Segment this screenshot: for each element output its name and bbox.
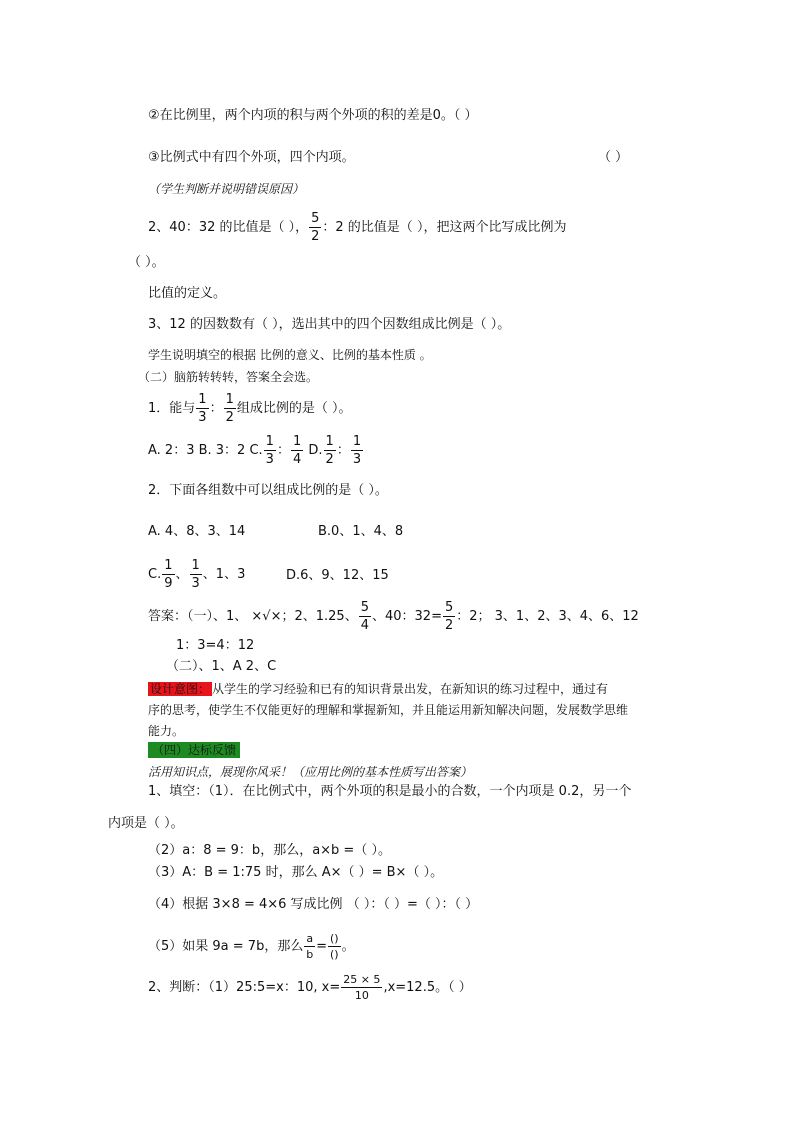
option-a: A. 4、8、3、14 (148, 524, 246, 539)
question-3: 3、12 的因数数有（ ），选出其中的四个因数组成比例是（ ）。 (148, 317, 511, 332)
question-2-line (148, 210, 566, 246)
fill-in-1-continued: 内项是（ ）。 (108, 816, 184, 831)
judge-question-1: 2、判断：（1）25:5=x：10, x= $\frac{25 \times 5}{10}$ ,x=12.5。（ ） (148, 973, 472, 1002)
fill-in-3: （3）A：B = 1:75 时，那么 A×（ ）= B×（ ）。 (148, 865, 444, 880)
design-intent-line-2: 序的思考，使学生不仅能更好的理解和掌握新知，并且能运用新知解决问题，发展数学思维 (148, 703, 629, 717)
fraction-1-2: $\frac{1}{2}$ (225, 392, 234, 425)
section-4-heading-wrap (148, 742, 240, 758)
fraction-1-3: $\frac{1}{3}$ (191, 558, 200, 591)
section-2-heading: （二）脑筋转转转，答案全会选。 (138, 370, 319, 384)
fill-in-1: 1、填空：（1）．在比例式中，两个外项的积是最小的合数，一个内项是 0.2，另一个 (148, 784, 632, 799)
choice-question-2: 2．下面各组数中可以组成比例的是（ ）。 (148, 483, 388, 498)
fraction-5-4: $\frac{5}{4}$ (360, 600, 369, 633)
choice-question-1-options: A. 2：3 B. 3：2 C. $\frac{1}{3}$ ： $\frac{1}{4}$ D. $\frac{1}{2}$ ： $\frac{1}{3}$ (148, 434, 362, 467)
design-intent-line-3: 能力。 (148, 724, 185, 738)
fraction-5-2: $\frac{5}{2}$ (444, 600, 454, 633)
judge-item-3-blank: （ ） (598, 150, 629, 165)
judge-item-2: ②在比例里，两个内项的积与两个外项的积的差是0。（ ） (148, 108, 478, 123)
section-4-intro: 活用知识点，展现你风采！（应用比例的基本性质写出答案） (148, 765, 473, 779)
fraction-1-3: $\frac{1}{3}$ (198, 392, 207, 425)
fill-in-4: （4）根据 3×8 = 4×6 写成比例 （ ）：（ ）=（ ）：（ ） (148, 897, 479, 912)
section-4-heading: （四）达标反馈 (148, 742, 240, 758)
design-intent-tag: 设计意图： (150, 682, 211, 696)
question-2-part-b: ：2 的比值是（ ），把这两个比写成比例为 (322, 220, 567, 235)
answers-line-1: 答案：（一）、1、 ×√×；2、1.25、 $\frac{5}{4}$ 、40：32= $\frac{5}{2}$ ：2； 3、1、2、3、4、6、12 (148, 600, 639, 633)
fraction-1-3: $\frac{1}{3}$ (265, 434, 274, 467)
judge-item-3: ③比例式中有四个外项，四个内项。 (148, 150, 355, 165)
fraction-1-3: $\frac{1}{3}$ (352, 434, 362, 467)
fraction-1-9: $\frac{1}{9}$ (164, 558, 173, 591)
choice-question-1: 1．能与 $\frac{1}{3}$ ： $\frac{1}{2}$ 组成比例的是（ ）。 (148, 392, 352, 425)
fraction-a-b: $\frac{a}{b}$ (306, 932, 314, 961)
fraction-1-4: $\frac{1}{4}$ (292, 434, 302, 467)
answers-line-2: 1：3=4：12 (176, 638, 255, 653)
option-b: B.0、1、4、8 (318, 524, 404, 539)
option-d: D.6、9、12、15 (286, 568, 389, 583)
ratio-definition-note: 比值的定义。 (148, 286, 227, 301)
option-c: C. $\frac{1}{9}$ 、 $\frac{1}{3}$ 、1、3 (148, 558, 246, 591)
student-note-2: 学生说明填空的根据 比例的意义、比例的基本性质 。 (148, 348, 432, 362)
fill-in-2: （2）a：8 = 9：b，那么，a×b =（ ）。 (148, 843, 391, 858)
fraction-1-2: $\frac{1}{2}$ (325, 434, 334, 467)
question-2-part-a: 2、40：32 的比值是（ ）， (148, 220, 309, 235)
fraction-blank: $\frac{()}{()}$ (329, 932, 339, 961)
question-2-answer-blank: （ ）。 (128, 255, 165, 270)
answers-line-3: （二）、1、A 2、C (166, 659, 277, 674)
fill-in-5: （5）如果 9a = 7b，那么 $\frac{a}{b}$ = $\frac{()}{()}$ 。 (148, 932, 355, 961)
student-note-1: （学生判断并说明错误原因） (148, 182, 305, 196)
fraction-5-2: $\frac{5}{2}$ (311, 211, 320, 244)
design-intent-line-1: 设计意图： 从学生的学习经验和已有的知识背景出发，在新知识的练习过程中，通过有 (150, 682, 609, 696)
fraction-25x5-10: $\frac{25 \times 5}{10}$ (343, 973, 381, 1002)
